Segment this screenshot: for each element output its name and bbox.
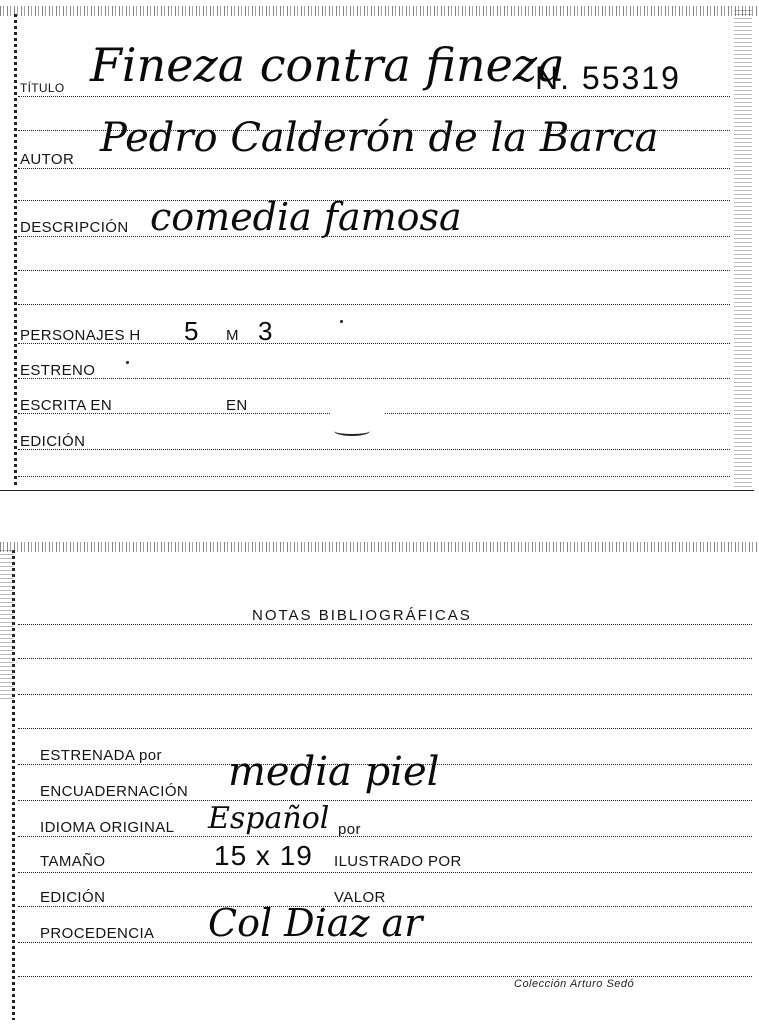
procedencia-label: PROCEDENCIA xyxy=(40,925,155,942)
collection-caption: Colección Arturo Sedó xyxy=(514,978,635,990)
ink-speck xyxy=(126,361,129,364)
autor-label: AUTOR xyxy=(20,151,75,168)
edicion-line xyxy=(18,449,730,450)
edicion-label: EDICIÓN xyxy=(20,433,86,450)
descripcion-label: DESCRIPCIÓN xyxy=(20,219,129,236)
blank-line xyxy=(18,728,752,729)
blank-line xyxy=(18,976,752,977)
blank-line xyxy=(18,304,730,305)
autor-line xyxy=(18,168,730,169)
ilustrado-label: ILUSTRADO POR xyxy=(334,853,462,870)
tamano-line xyxy=(18,872,752,873)
blank-line xyxy=(18,658,752,659)
tamano-value: 15 x 19 xyxy=(214,840,313,871)
descripcion-value: comedia famosa xyxy=(150,195,462,239)
card-top-edge xyxy=(0,542,759,552)
numero-value: N. 55319 xyxy=(535,60,681,96)
card-right-edge xyxy=(734,10,752,488)
encuadernacion-value: media piel xyxy=(228,749,440,795)
tamano-label: TAMAÑO xyxy=(40,853,106,870)
idioma-line xyxy=(18,836,752,837)
titulo-line xyxy=(18,96,730,97)
ink-smudge xyxy=(334,426,370,436)
valor-label: VALOR xyxy=(334,889,386,906)
catalog-card-front xyxy=(0,0,759,500)
procedencia-value: Col Diaz ar xyxy=(208,901,423,945)
notas-heading: NOTAS BIBLIOGRÁFICAS xyxy=(252,607,472,624)
blank-line xyxy=(18,694,752,695)
escrita-en-label: ESCRITA EN xyxy=(20,397,113,414)
titulo-value: Fineza contra fineza xyxy=(90,38,565,92)
ink-speck xyxy=(340,320,343,323)
personajes-m-value: 3 xyxy=(258,316,275,346)
autor-value: Pedro Calderón de la Barca xyxy=(100,115,659,161)
titulo-label: TÍTULO xyxy=(20,81,65,95)
estreno-label: ESTRENO xyxy=(20,362,96,379)
catalog-card-back xyxy=(0,540,759,1028)
personajes-label: PERSONAJES H xyxy=(20,327,141,344)
idioma-label: IDIOMA ORIGINAL xyxy=(40,819,175,836)
card-top-edge xyxy=(0,6,759,16)
heading-line xyxy=(18,624,752,625)
estrenada-label: ESTRENADA por xyxy=(40,747,162,764)
card-bottom-edge xyxy=(0,490,754,491)
encuadernacion-line xyxy=(18,800,752,801)
procedencia-line xyxy=(18,942,752,943)
estreno-line xyxy=(18,378,730,379)
edicion-back-label: EDICIÓN xyxy=(40,889,106,906)
card-torn-edge xyxy=(0,550,14,700)
escrita-en-place-label: EN xyxy=(226,397,248,414)
idioma-value: Español xyxy=(208,801,330,836)
personajes-line xyxy=(18,343,730,344)
card-left-edge xyxy=(14,14,17,488)
blank-line xyxy=(18,476,730,477)
blank-line xyxy=(18,270,730,271)
personajes-m-label: M xyxy=(226,327,239,344)
idioma-por-label: por xyxy=(338,821,361,838)
personajes-h-value: 5 xyxy=(184,316,201,346)
encuadernacion-label: ENCUADERNACIÓN xyxy=(40,783,189,800)
